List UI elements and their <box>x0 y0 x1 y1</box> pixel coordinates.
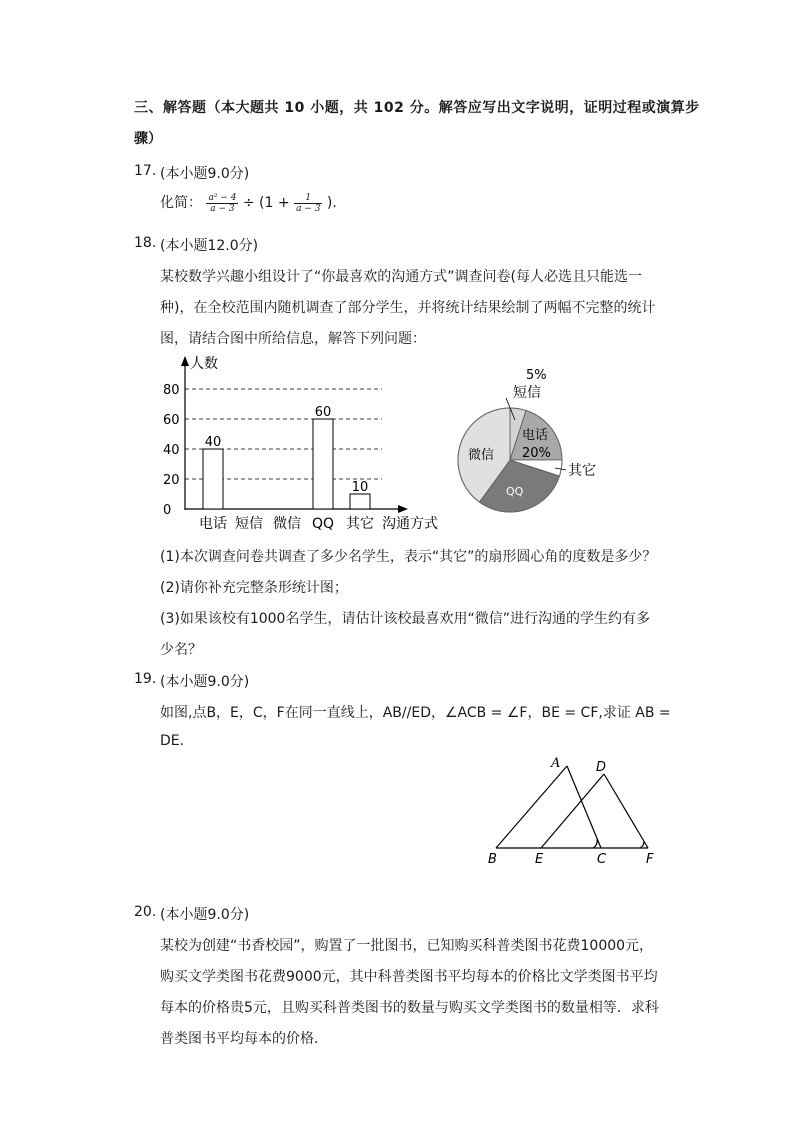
triangle-figure <box>480 752 670 870</box>
pie-qq-label: QQ <box>506 485 524 498</box>
label-f: F <box>646 852 654 867</box>
segment-ac <box>567 766 601 848</box>
q20-text-line4: 普类图书平均每本的价格． <box>160 1031 328 1047</box>
pie-phone-label: 电话 <box>522 428 549 443</box>
q19-points: (本小题9.0分) <box>160 674 250 690</box>
y-axis-label: 人数 <box>190 356 218 372</box>
y-tick-label: 0 <box>163 503 172 518</box>
pie-sms-pct: 5% <box>526 368 547 383</box>
q18-sub2: (2)请你补充完整条形统计图； <box>160 580 348 596</box>
q20-text-line1: 某校为创建“书香校园”，购置了一批图书，已知购买科普类图书花费10000元， <box>160 938 654 954</box>
label-a: A <box>551 756 561 771</box>
pie-sms-label: 短信 <box>513 385 541 401</box>
label-c: C <box>597 852 607 867</box>
y-tick-label: 20 <box>163 473 180 488</box>
q19-number: 19. <box>134 671 157 687</box>
label-d: D <box>596 760 607 775</box>
q20-text-line3: 每本的价格贵5元，且购买科普类图书的数量与购买文学类图书的数量相等．求科 <box>160 1000 659 1016</box>
q17-points: (本小题9.0分) <box>160 166 250 182</box>
pie-wechat-label: 微信 <box>468 448 495 463</box>
q20-number: 20. <box>134 904 157 920</box>
q17-expression <box>160 192 337 214</box>
x-tick-label: 短信 <box>235 516 263 532</box>
q18-text-line3: 图，请结合图中所给信息，解答下列问题： <box>160 331 426 347</box>
angle-acb-arc <box>593 839 597 848</box>
q17-fraction-2 <box>294 193 322 214</box>
q17-op: ÷ (1 + <box>242 195 290 211</box>
y-tick-label: 80 <box>163 383 180 398</box>
q17-tail: ). <box>326 195 337 211</box>
q17-number: 17. <box>134 163 157 179</box>
bar <box>203 449 223 509</box>
bar <box>313 419 333 509</box>
x-tick-label: QQ <box>311 516 335 532</box>
pie-chart <box>450 362 610 522</box>
q17-frac2-num: 1 <box>294 193 322 204</box>
pie-other-label: 其它 <box>568 463 596 479</box>
x-tick-label: 微信 <box>273 516 301 532</box>
q18-number: 18. <box>134 235 157 251</box>
q18-text-line1: 某校数学兴趣小组设计了“你最喜欢的沟通方式”调查问卷(每人必选且只能选一 <box>160 269 642 285</box>
q18-sub1: (1)本次调查问卷共调查了多少名学生，表示“其它”的扇形圆心角的度数是多少？ <box>160 549 657 565</box>
q18-sub3-line2: 少名？ <box>160 642 202 658</box>
y-tick-label: 60 <box>163 413 180 428</box>
y-tick-label: 40 <box>163 443 180 458</box>
bar-value-label: 60 <box>314 405 332 420</box>
q19-text-line2: DE. <box>160 733 185 749</box>
section-title: 三、解答题（本大题共 10 小题，共 102 分。解答应写出文字说明，证明过程或演算步 <box>134 100 700 116</box>
label-b: B <box>488 852 497 867</box>
x-tick-label: 其它 <box>346 516 374 532</box>
q17-fraction-1 <box>206 193 238 214</box>
q18-points: (本小题12.0分) <box>160 238 259 254</box>
bar-chart <box>150 352 450 532</box>
y-axis-arrow <box>181 356 189 366</box>
bar-value-label: 40 <box>204 435 222 450</box>
q17-frac1-num: a² − 4 <box>208 192 237 203</box>
segment-ab <box>496 766 567 848</box>
label-e: E <box>535 852 544 867</box>
pie-phone-pct: 20% <box>522 446 551 461</box>
q17-prompt: 化简： <box>160 195 202 211</box>
q18-sub3-line1: (3)如果该校有1000名学生，请估计该校最喜欢用“微信”进行沟通的学生约有多 <box>160 611 650 627</box>
section-title-cont: 骤） <box>134 131 162 147</box>
x-tick-label: 电话 <box>199 516 227 532</box>
x-axis-arrow <box>398 505 408 513</box>
q19-text-line1: 如图,点B，E，C，F在同一直线上，AB//ED，∠ACB = ∠F，BE = CF,求证 AB = <box>160 705 671 721</box>
bar-value-label: 10 <box>351 480 369 495</box>
q17-frac2-den: a − 3 <box>296 203 321 214</box>
angle-f-arc <box>640 841 644 848</box>
q20-text-line2: 购买文学类图书花费9000元，其中科普类图书平均每本的价格比文学类图书平均 <box>160 969 658 985</box>
bar <box>350 494 370 509</box>
q20-points: (本小题9.0分) <box>160 907 250 923</box>
q17-frac1-den: a − 3 <box>210 203 235 214</box>
x-axis-label: 沟通方式 <box>382 516 438 532</box>
segment-df <box>604 774 648 848</box>
q18-text-line2: 种)，在全校范围内随机调查了部分学生，并将统计结果绘制了两幅不完整的统计 <box>160 300 656 316</box>
